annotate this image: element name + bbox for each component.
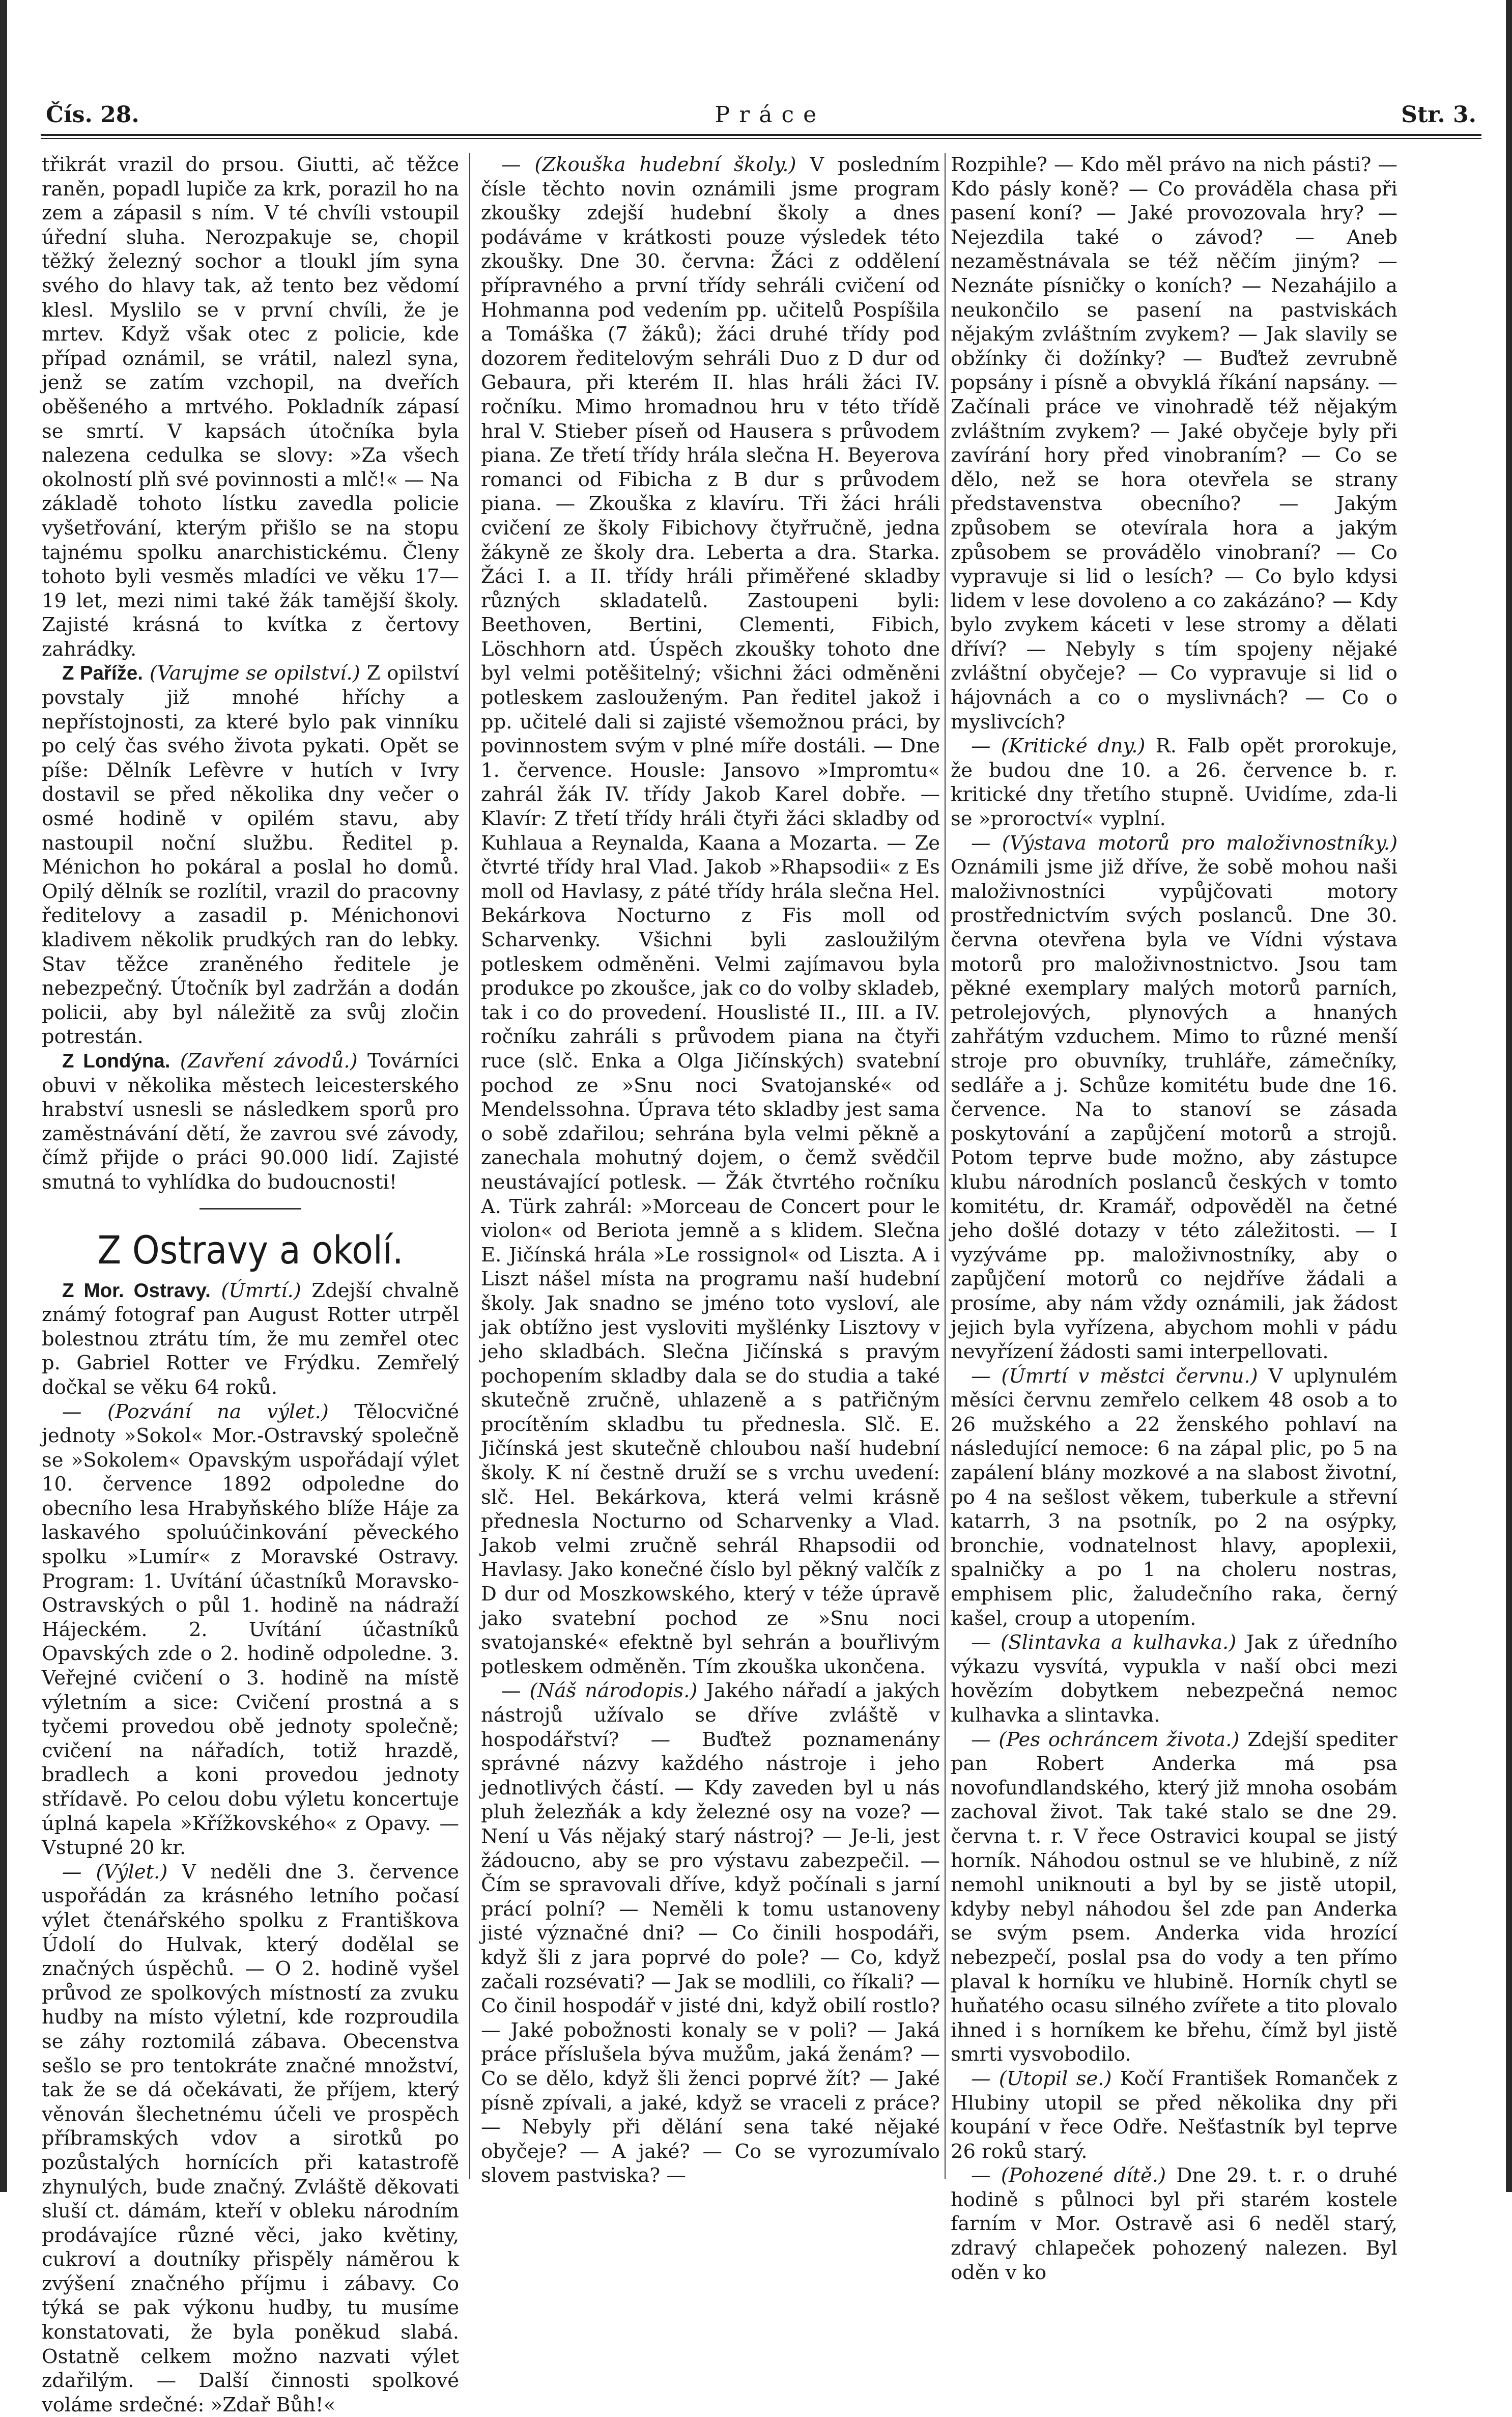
article-london — [42, 1049, 459, 1195]
article-text: V neděli dne 3. července uspořádán za krásného letního počasí výlet čtenářského spolku z Františkova Údolí do Hulvak, který dodělal se značných úspěchů. — O 2. hodině vyšel průvod ze spolkových místností za zvuku hudby na místo výletní, kde rozproudila se záhy roztomilá zábava. Obecenstva sešlo se pro tentokráte značné množství, tak že se dá očekávati, že příjem, který věnován šlechetnému účeli ve prospěch příbramských vdov a sirotků po pozůstalých hornících při katastrofě zhynulých, bude značný. Zvláště děkovati sluší ct. dámám, kteří v obleku národním prodávajíce různé věci, jako květiny, cukroví a doutníky přispěly náměrou k zvýšení značného příjmu i zábavy. Co týká se pak výkonu hudby, tu musíme konstatovati, že byla poněkud slabá. Ostatně celkem možno nazvati výlet zdařilým. — Další činnosti spolkové voláme srdečné: »Zdař Bůh!« — [42, 1860, 459, 2416]
article-text: R. Falb opět prorokuje, že budou dne 10. a 26. července b. r. kritické dny třetího stupně. Uvidíme, zda-li se »proroctví« vyplní. — [951, 735, 1397, 831]
section-separator — [199, 1208, 301, 1210]
header-rule-thin — [41, 138, 1481, 139]
article-foot-and-mouth — [951, 1631, 1397, 1727]
scan-edge-right — [1506, 0, 1512, 2192]
column-right — [951, 153, 1397, 2284]
article-heading: (Zavření závodů.) — [180, 1049, 358, 1073]
article-text: V uplynulém měsíci červnu zemřelo celkem 48 osob a to 26 mužského a 22 ženského pohlaví na následující nemoce: 6 na zápal plic, po 5 na zapálení blány mozkové a na slabost životní, po 4 na sešlost věkem, tuberkule a střevní katarrh, 3 na psotník, po 2 na osýpky, bronchie, vodnatelnost hlavy, apoplexii, spalničky a po 1 na choleru nostras, emphisem plic, žaludečního raka, černý kašel, croup a utopením. — [951, 1364, 1397, 1630]
article-text: Zdejší spediter pan Robert Anderka má psa novofundlandského, který již mnoha osobám zachoval život. Tak také stalo se dne 29. června t. r. V řece Ostravici koupal se jistý horník. Náhodou ostnul se ve hlubině, z níž nemohl uniknouti a byl by se jistě utopil, kdyby nebyl náhodou šel zde pan Anderka se svým psem. Anderka vida hrozící nebezpečí, poslal psa do vody a ten přímo plaval k horníku ve hlubině. Horník chytl se huňatého ocasu silného zvířete a tito plovalo ihned i s horníkem ke břehu, čímž byl jistě smrti vysvobodilo. — [951, 1728, 1397, 2066]
article-heading: — (Pohozené dítě.) — [971, 2164, 1166, 2187]
article-paris — [42, 661, 459, 1049]
article-heading: — (Kritické dny.) — [971, 735, 1146, 758]
dateline: Z Mor. Ostravy. — [62, 1279, 211, 1302]
page-header — [46, 99, 1476, 130]
article-heading: — (Pes ochráncem života.) — [971, 1728, 1240, 1751]
article-text: Kočí František Romanček z Hlubiny utopil se před několika dny při koupání v řece Odře. Nešťastník byl teprve 26 roků starý. — [951, 2067, 1397, 2163]
column-middle — [481, 153, 940, 2187]
article-heading: — (Zkouška hudební školy.) — [501, 153, 796, 176]
article-text: Dne 29. t. r. o druhé hodině s půlnoci byl při starém kostele farním v Mor. Ostravě asi 6 neděl starý, zdravý chlapeček pohozený nalezen. Byl oděn v ko — [951, 2164, 1397, 2284]
header-rule — [41, 134, 1481, 136]
newspaper-title: Práce — [715, 101, 826, 128]
article-text: Z opilství povstaly již mnohé hříchy a nepřístojnosti, za které bylo pak vinníku po celý čas svého života pykati. Opět se píše: Dělník Lefèvre v hutích v Ivry dostavil se před několika dny večer o osmé hodině v opilém stavu, aby nastoupil noční službu. Ředitel p. Ménichon ho pokáral a poslal ho domů. Opilý dělník se rozlítil, vrazil do pracovny ředitelovy a zasadil p. Ménichonovi kladivem několik prudkých ran do lebky. Stav těžce zraněného ředitele je nebezpečný. Útočník byl zadržán a dodán policii, aby byl náležitě za svůj zločin potrestán. — [42, 662, 459, 1049]
article-heading: — (Pozvání na výlet.) — [62, 1400, 329, 1423]
column-divider — [469, 153, 470, 2179]
article-heading: (Varujme se opilství.) — [149, 662, 360, 685]
dateline: Z Paříže. — [62, 662, 143, 685]
article-text: Továrníci obuvi v několika městech leicesterského hrabství usnesli se následkem sporů pro zaměstnávání dětí, že zavrou své závody, čímž přijde o práci 90.000 lidí. Zajisté smutná to vyhlídka do budoucnosti! — [42, 1049, 459, 1194]
article-ethnography — [481, 1679, 940, 2187]
article-motor-exhibition — [951, 831, 1397, 1364]
article-heading: — (Úmrtí v městci červnu.) — [971, 1364, 1258, 1388]
article-heading: — (Výstava motorů pro maloživnostníky.) — [971, 831, 1397, 855]
article-drowning — [951, 2067, 1397, 2163]
dateline: Z Londýna. — [62, 1050, 170, 1072]
article-trip — [42, 1860, 459, 2417]
article-heading: — (Utopil se.) — [971, 2067, 1112, 2090]
page-number: Str. 3. — [1401, 101, 1476, 128]
article-text: Tělocvičné jednoty »Sokol« Mor.-Ostravský společně se »Sokolem« Opavským uspořádají výlet 10. července 1892 odpoledne do obecního lesa Hrabyňského blíže Háje za laskavého spoluúčinkování pěveckého spolku »Lumír« z Moravské Ostravy. Program: 1. Uvítání účastníků Moravsko-Ostravských o půl 1. hodině na nádraží Hájeckém. 2. Uvítání účastníků Opavských zde o 2. hodině odpoledne. 3. Veřejné cvičení o 3. hodině na místě výletním a sice: Cvičení prostná a s tyčemi provedou obě jednoty společně; cvičení na nářadích, totiž hrazdě, bradlech a koni provedou jednoty střídavě. Po celou dobu výletu koncertuje úplná kapela »Křížkovského« z Opavy. — Vstupné 20 kr. — [42, 1400, 459, 1860]
issue-number: Čís. 28. — [46, 101, 139, 128]
article-continuation: třikrát vrazil do prsou. Giutti, ač těžce raněn, popadl lupiče za krk, porazil ho na zem a zápasil s ním. V té chvíli vstoupil úřední sluha. Nerozpakuje se, chopil těžký železný sochor a tloukl jím syna svého do hlavy tak, až tento bez vědomí klesl. Myslilo se v první chvíli, že je mrtev. Když však otec z policie, kde případ oznámil, se vrátil, nalezl syna, jenž se zatím vzchopil, na dveřích oběšeného a mrtvého. Pokladník zápasí se smrtí. V kapsách útočníka byla nalezena cedulka se slovy: »Za všech okolností plň své povinnosti a mlč!« — Na základě tohoto lístku zavedla policie vyšetřování, kterým přišlo se na stopu tajnému spolku anarchistickému. Členy tohoto byli vesměs mladíci ve věku 17—19 let, mezi nimi také žák tamější školy. Zajisté krásná to kvítka z čertovy zahrádky. — [42, 153, 459, 661]
article-heading: — (Výlet.) — [62, 1860, 168, 1884]
article-heading: — (Náš národopis.) — [501, 1679, 698, 1703]
article-dog-rescue — [951, 1728, 1397, 2067]
article-critical-days — [951, 734, 1397, 831]
article-text: V posledním čísle těchto novin oznámili jsme program zkoušky zdejší hudební školy a dnes podáváme v krátkosti pouze výsledek této zkoušky. Dne 30. června: Žáci z oddělení přípravného a první třídy sehráli cvičení od Hohmanna pod vedením pp. učitelů Pospíšila a Tomáška (7 žáků); žáci druhé třídy pod dozorem ředitelovým sehráli Duo z D dur od Gebaura, při kterém II. hlas hráli žáci IV. ročníku. Mimo hromadnou hru v této třídě hral V. Stieber píseň od Hausera s průvodem piana. Ze třetí třídy hrála slečna H. Beyerova romanci od Fibicha z B dur s průvodem piana. — Zkouška z klavíru. Tři žáci hráli cvičení ze školy Fibichovy čtyřručně, jedna žákyně ze školy dra. Leberta a dra. Starka. Žáci I. a II. třídy hráli přiměřené skladby různých skladatelů. Zastoupeni byli: Beethoven, Bertini, Clementi, Fibich, Löschhorn atd. Úspěch zkoušky tohoto dne byl velmi potěšitelný; všichni žáci odměněni potleskem zaslouženým. Pan ředitel jakož i pp. učitelé dali si zajisté všemožnou práci, by povinnostem svým v plné míře dostáli. — Dne 1. července. Housle: Jansovo »Impromtu« zahrál žák IV. třídy Jakob Karel dobře. — Klavír: Z třetí třídy hráli čtyři žáci skladby od Kuhlaua a Reynalda, Kaana a Mozarta. — Ze čtvrté třídy hral Vlad. Jakob »Rhapsodii« z Es moll od Havlasy, z páté třídy hrála slečna Hel. Bekárkova Nocturno z Fis moll od Scharvenky. Všichni byli zasloužilým potleskem odměněni. Velmi zajímavou byla produkce po zkoušce, jak co do volby skladeb, tak i co do provedení. Houslisté II., III. a IV. ročníku zahráli s průvodem piana na čtyři ruce (slč. Enka a Olga Jičínských) svatební pochod ze »Snu noci Svatojanské« od Mendelssohna. Úprava této skladby jest sama o sobě zdařilou; sehrána byla velmi pěkně a zanechala mohutný dojem, o čemž svědčil neustávající potlesk. — Žák čtvrtého ročníku A. Türk zahrál: »Morceau de Concert pour le violon« od Beriota jemně a s klidem. Slečna E. Jičínská hrála »Le rossignol« od Liszta. A i Liszt nášel místa na programu naší hudební školy. Jak snadno se jméno toto vysloví, ale jak obtížno jest vysloviti myšlénky Lisztovy v jeho skladbách. Slečna Jičínská s pravým pochopením skladby dala se do studia a také skutečně zručně, uhlazeně a s patřičným procítěním skladbu tu přednesla. Slč. E. Jičínská jest skutečně chloubou naší hudební školy. K ní čestně druží se s vrchu uvedení: slč. Hel. Bekárkova, která velmi krásně přednesla Nocturno od Scharvenky a Vlad. Jakob velmi zručně sehrál Rhapsodii od Havlasy. Jako konečné číslo byl pěkný valčík z D dur od Moszkowského, který v téže úpravě jako svatební pochod ze »Snu noci svatojanské« efektně byl sehrán a bouřlivým potleskem odměněn. Tím zkouška ukončena. — [481, 153, 940, 1678]
article-music-school — [481, 153, 940, 1679]
article-continuation: Rozpihle? — Kdo měl právo na nich pásti? — Kdo pásly koně? — Co prováděla chasa při pasení koní? — Jaké provozovala hry? — Nejezdila také o závod? — Aneb nezaměstnávala se též něčím jiným? — Neznáte písničky o koních? — Nezahájilo a neukončilo se pasení na pastviskách nějakým zvláštním zvykem? — Jak slavily se obžínky či dožínky? — Buďtež zevrubně popsány i písně a obvyklá říkání napsány. — Začínali práce ve vinohradě též nějakým zvláštním zvykem? — Jaké obyčeje byly při zavírání hory před vinobraním? — Co se dělo, než se hora otevřela se strany představenstva obecního? — Jakým způsobem se otevírala hora a jakým způsobem se provádělo vinobraní? — Co vypravuje si lid o lesích? — Co bylo kdysi lidem v lese dovoleno a co zakázáno? — Kdy bylo zvykem káceti v lese stromy a dělati dříví? — Nebyly s tím spojeny nějaké zvláštní obyčeje? — Co vypravuje si lid o hájovnách a co o myslivnách? — Co o myslivcích? — [951, 153, 1397, 734]
article-text: Jakého nářadí a jakých nástrojů užívalo se dříve zvláště v hospodářství? — Buďtež poznamenány správné názvy každého nástroje i jeho jednotlivých částí. — Kdy zaveden byl u nás pluh železňák a kdy železné osy na voze? — Není u Vás nějaký starý nástroj? — Je-li, jest žádoucno, aby se pro výstavu zabezpečil. — Čím se spravovali dříve, když počínali s jarní prácí polní? — Neměli k tomu ustanoveny jisté význačné dni? — Co činili hospodáři, když šli z jara poprvé do pole? — Co, když začali rozsévati? — Jak se modlili, co říkali? — Co činil hospodář v jisté dni, když obilí rostlo? — Jaké pobožnosti konaly se v poli? — Jaká práce příslušela býva mužům, jaká ženám? — Co se dělo, když šli ženci poprvé žít? — Jaké písně zpívali, a jaké, když se vraceli z práce? — Nebyly při dělání sena také nějaké obyčeje? — A jaké? — Co se vyrozumívalo slovem pastviska? — — [481, 1679, 940, 2187]
article-invitation — [42, 1400, 459, 1860]
section-title: Z Ostravy a okolí. — [97, 1227, 404, 1273]
column-left — [42, 153, 460, 2416]
article-heading: (Úmrtí.) — [221, 1279, 301, 1302]
column-divider — [945, 153, 946, 2179]
article-abandoned-child — [951, 2163, 1397, 2285]
article-text: Oznámili jsme již dříve, že sobě mohou naši maloživnostníci vypůjčovati motory prostřednictvím svých poslanců. Dne 30. června otevřena byla ve Vídni výstava motorů pro maloživnostnictvo. Jsou tam pěkné exemplary malých motorů parních, petrolejových, plynových a hnaných zahřátým vzduchem. Mimo to různé menší stroje pro obuvníky, truhláře, zámečníky, sedláře a j. Schůze komitétu bude dne 16. července. Na to stanoví se zásada poskytování a zapůjčení motorů a strojů. Potom teprve bude možno, aby zástupce klubu národních poslanců českých v tomto komitétu, dr. Kramář, odpověděl na četné jeho došlé dotazy v této záležitosti. — I vyzýváme pp. maloživnostníky, aby o zapůjčení motorů co nejdříve žádali a prosíme, aby nám vždy oznámili, jak žádost jejich byla vyřízena, abychom mohli v pádu nevyřízení žádosti sami interpellovati. — [951, 856, 1397, 1364]
article-deaths — [951, 1364, 1397, 1631]
article-heading: — (Slintavka a kulhavka.) — [971, 1631, 1237, 1654]
article-text: Zdejší chvalně známý fotograf pan August Rotter utrpěl bolestnou ztrátu tím, že mu zemřel otec p. Gabriel Rotter ve Frýdku. Zemřelý dočkal se věku 64 roků. — [42, 1279, 460, 1399]
article-text: Jak z úředního výkazu vysvítá, vypukla v naší obci mezi hovězím dobytkem nebezpečná nemoc kulhavka a slintavka. — [951, 1631, 1397, 1727]
article-obituary — [42, 1279, 459, 1400]
scan-edge-left — [0, 0, 7, 2192]
